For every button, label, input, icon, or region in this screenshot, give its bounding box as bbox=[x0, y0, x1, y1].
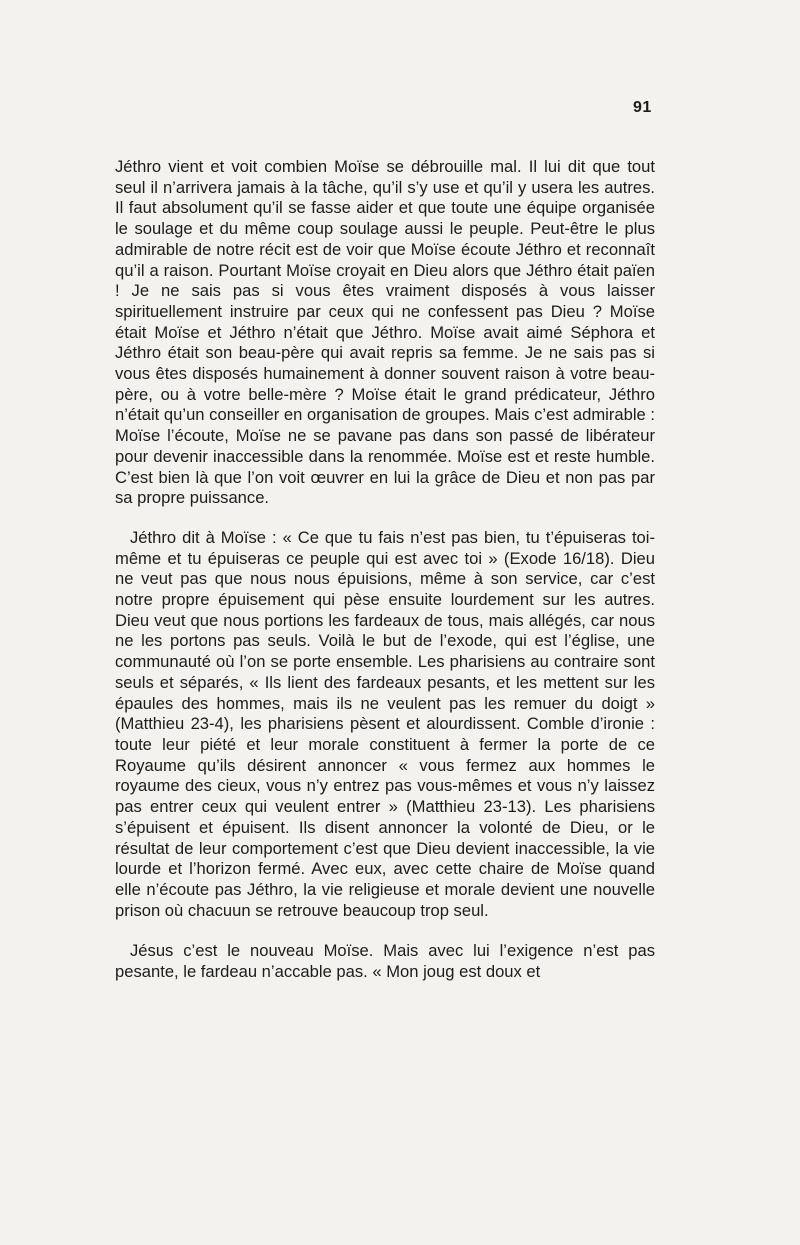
paragraph-1: Jéthro vient et voit combien Moïse se débrouille mal. Il lui dit que tout seul il n’arrivera jamais à la tâche, qu’il s’y use et qu’il y usera les autres. Il faut absolument qu’il se fasse aider et que toute une équipe organisée le soulage et du même coup soulage aussi le peuple. Peut-être le plus admirable de notre récit est de voir que Moïse écoute Jéthro et reconnaît qu’il a raison. Pourtant Moïse croyait en Dieu alors que Jéthro était païen ! Je ne sais pas si vous êtes vraiment disposés à vous laisser spirituellement instruire par ceux qui ne confessent pas Dieu ? Moïse était Moïse et Jéthro n’était que Jéthro. Moïse avait aimé Séphora et Jéthro était son beau-père qui avait repris sa femme. Je ne sais pas si vous êtes disposés humainement à donner souvent raison à votre beau-père, ou à votre belle-mère ? Moïse était le grand prédicateur, Jéthro n’était qu’un conseiller en organisation de groupes. Mais c’est admirable : Moïse l’écoute, Moïse ne se pavane pas dans son passé de libérateur pour devenir inaccessible dans la renommée. Moïse est et reste humble. C’est bien là que l’on voit œuvrer en lui la grâce de Dieu et non pas par sa propre puissance. bbox=[115, 157, 655, 508]
paragraph-3: Jésus c’est le nouveau Moïse. Mais avec lui l’exigence n’est pas pesante, le fardeau n’accable pas. « Mon joug est doux et bbox=[115, 941, 655, 982]
paragraph-2: Jéthro dit à Moïse : « Ce que tu fais n’est pas bien, tu t’épuiseras toi-même et tu épuiseras ce peuple qui est avec toi » (Exode 16/18). Dieu ne veut pas que nous nous épuisions, même à son service, car c’est notre propre épuisement qui pèse ensuite lourdement sur les autres. Dieu veut que nous portions les fardeaux de tous, mais allégés, car nous ne les portons pas seuls. Voilà le but de l’exode, qui est l’église, une communauté où l’on se porte ensemble. Les pharisiens au contraire sont seuls et séparés, « Ils lient des fardeaux pesants, et les mettent sur les épaules des hommes, mais ils ne veulent pas les remuer du doigt » (Matthieu 23-4), les pharisiens pèsent et alourdissent. Comble d’ironie : toute leur piété et leur morale constituent à fermer la porte de ce Royaume qu’ils désirent annoncer « vous fermez aux hommes le royaume des cieux, vous n’y entrez pas vous-mêmes et vous n’y laissez pas entrer ceux qui veulent entrer » (Matthieu 23-13). Les pharisiens s’épuisent et épuisent. Ils disent annoncer la volonté de Dieu, or le résultat de leur comportement c’est que Dieu devient inaccessible, la vie lourde et l’horizon fermé. Avec eux, avec cette chaire de Moïse quand elle n’écoute pas Jéthro, la vie religieuse et morale devient une nouvelle prison où chacuun se retrouve beaucoup trop seul. bbox=[115, 527, 655, 920]
page-number: 91 bbox=[633, 99, 652, 116]
body-text bbox=[115, 157, 655, 983]
